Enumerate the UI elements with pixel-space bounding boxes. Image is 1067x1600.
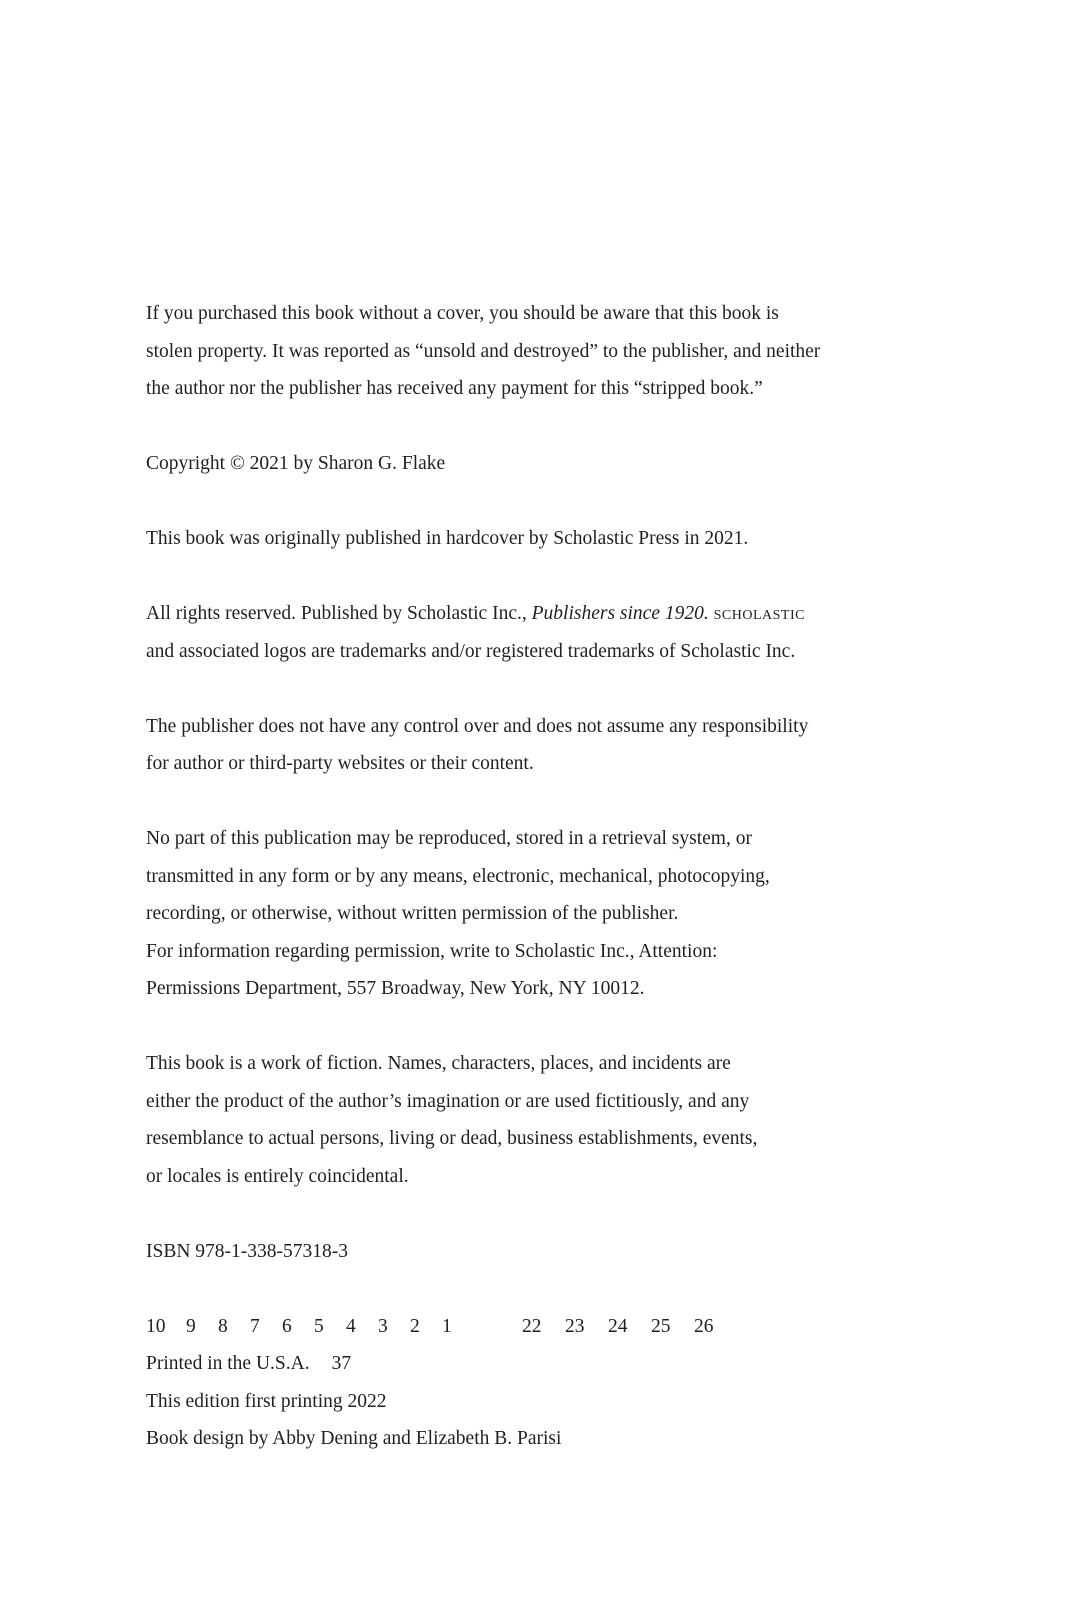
printed-code-text: 37 — [331, 1353, 352, 1374]
printing-number: 9 — [186, 1315, 196, 1337]
rights-notice — [146, 595, 966, 670]
stripped-book-line: If you purchased this book without a cover, you should be aware that this book is — [146, 303, 779, 324]
fiction-disclaimer — [146, 1045, 966, 1195]
printing-number: 2 — [410, 1315, 420, 1337]
fiction-line: resemblance to actual persons, living or dead, business establishments, events, — [146, 1128, 758, 1149]
edition-line: This edition first printing 2022 — [146, 1390, 387, 1412]
copyright-notice — [146, 445, 966, 483]
rights-text: All rights reserved. Published by Scholastic Inc., — [146, 603, 532, 624]
fiction-line: This book is a work of fiction. Names, characters, places, and incidents are — [146, 1053, 731, 1074]
responsibility-line: for author or third-party websites or their content. — [146, 753, 534, 774]
permission-line: For information regarding permission, write to Scholastic Inc., Attention: — [146, 940, 718, 962]
isbn-line: ISBN 978-1-338-57318-3 — [146, 1240, 349, 1262]
year-number: 26 — [694, 1315, 714, 1337]
printing-number: 5 — [314, 1315, 324, 1337]
publishers-since-text: Publishers since 1920. — [531, 603, 709, 624]
reproduction-line: recording, or otherwise, without written permission of the publisher. — [146, 903, 679, 924]
scholastic-trademark-text: scholastic — [713, 603, 805, 624]
year-number: 23 — [565, 1315, 585, 1337]
rights-line-2: and associated logos are trademarks and/or registered trademarks of Scholastic Inc. — [146, 640, 796, 662]
printing-numbers — [146, 1316, 474, 1337]
isbn-block — [146, 1233, 966, 1271]
printing-number: 4 — [346, 1315, 356, 1337]
original-publication-notice — [146, 520, 966, 558]
year-number: 24 — [608, 1315, 628, 1337]
responsibility-notice — [146, 708, 966, 783]
printing-number: 1 — [442, 1315, 452, 1337]
reproduction-notice — [146, 820, 966, 1008]
design-credit-line: Book design by Abby Dening and Elizabeth B. Parisi — [146, 1428, 562, 1449]
rights-line-1 — [146, 595, 966, 633]
printed-in-text: Printed in the U.S.A. — [146, 1353, 310, 1374]
year-number: 25 — [651, 1315, 671, 1337]
stripped-book-notice — [146, 295, 966, 408]
responsibility-line: The publisher does not have any control over and does not assume any responsibility — [146, 715, 809, 737]
stripped-book-line: the author nor the publisher has received any payment for this “stripped book.” — [146, 378, 763, 399]
printing-number: 8 — [218, 1315, 228, 1337]
year-number: 22 — [522, 1315, 542, 1337]
printing-number: 6 — [282, 1315, 292, 1337]
year-numbers — [522, 1316, 737, 1337]
printing-number: 10 — [146, 1315, 166, 1337]
printed-in-line — [146, 1345, 966, 1383]
copyright-line: Copyright © 2021 by Sharon G. Flake — [146, 453, 446, 474]
stripped-book-line: stolen property. It was reported as “unsold and destroyed” to the publisher, and neither — [146, 340, 821, 362]
reproduction-line: No part of this publication may be reproduced, stored in a retrieval system, or — [146, 828, 752, 849]
fiction-line: or locales is entirely coincidental. — [146, 1165, 409, 1187]
reproduction-line: transmitted in any form or by any means, electronic, mechanical, photocopying, — [146, 865, 770, 887]
original-publication-line: This book was originally published in hardcover by Scholastic Press in 2021. — [146, 528, 749, 549]
permission-address-line: Permissions Department, 557 Broadway, New York, NY 10012. — [146, 978, 645, 999]
printing-info — [146, 1308, 966, 1458]
copyright-text-block — [146, 295, 966, 1458]
fiction-line: either the product of the author’s imagination or are used fictitiously, and any — [146, 1090, 750, 1112]
printing-number: 3 — [378, 1315, 388, 1337]
printing-number: 7 — [250, 1315, 260, 1337]
printing-number-line — [146, 1308, 966, 1346]
